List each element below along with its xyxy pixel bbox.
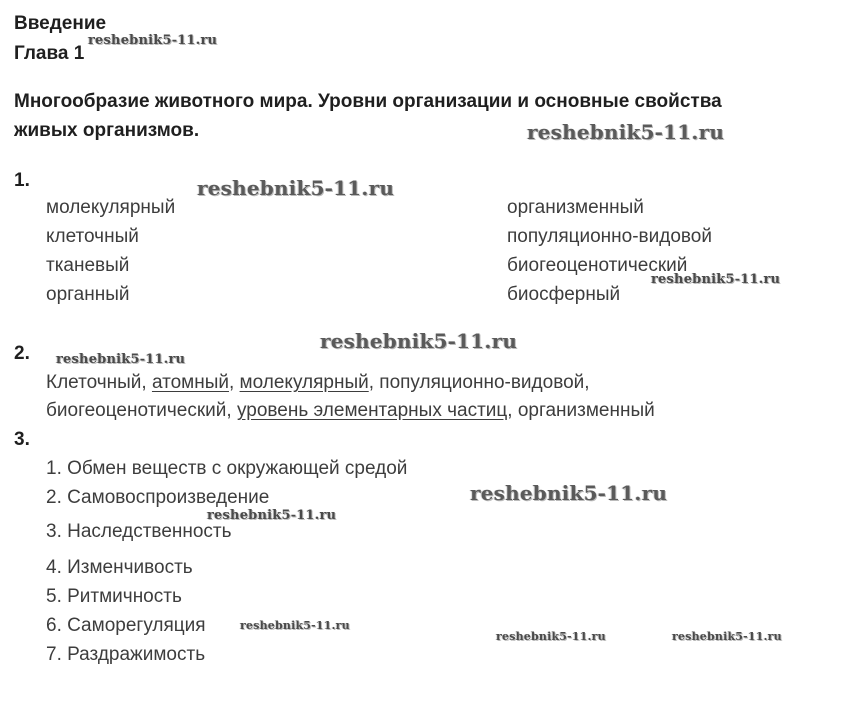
level-list-item: тканевый: [46, 255, 130, 276]
section-heading: Введение: [14, 13, 107, 34]
watermark: reshebnik5-11.ru: [56, 352, 186, 367]
answer-text: , организменный: [507, 400, 655, 421]
answer-text: ,: [228, 372, 240, 393]
watermark: reshebnik5-11.ru: [651, 272, 781, 287]
underlined-term: уровень элементарных частиц: [236, 400, 508, 421]
watermark: reshebnik5-11.ru: [527, 120, 725, 144]
property-item: 7. Раздражимость: [46, 644, 206, 665]
answer-2-line2: [46, 400, 655, 422]
answer-text: , популяционно-видовой,: [368, 372, 590, 393]
question-3-number: 3.: [14, 429, 30, 450]
level-list-item: популяционно-видовой: [507, 226, 712, 247]
topic-title-line2: живых организмов.: [14, 120, 200, 141]
property-item: 4. Изменчивость: [46, 557, 193, 578]
watermark: reshebnik5-11.ru: [197, 176, 395, 200]
underlined-term: атомный: [151, 372, 229, 393]
chapter-heading: Глава 1: [14, 43, 85, 64]
underlined-term: молекулярный: [239, 372, 369, 393]
answer-text: биогеоценотический,: [46, 400, 237, 421]
property-item: 2. Самовоспроизведение: [46, 487, 270, 508]
answer-text: Клеточный,: [46, 372, 152, 393]
watermark: reshebnik5-11.ru: [672, 630, 782, 643]
level-list-item: организменный: [507, 197, 644, 218]
level-list-item: клеточный: [46, 226, 139, 247]
watermark: reshebnik5-11.ru: [88, 33, 218, 48]
property-item: 5. Ритмичность: [46, 586, 182, 607]
property-item: 1. Обмен веществ с окружающей средой: [46, 458, 408, 479]
level-list-item: биосферный: [507, 284, 621, 305]
answer-2-line1: [46, 372, 590, 394]
watermark: reshebnik5-11.ru: [320, 329, 518, 353]
question-1-number: 1.: [14, 170, 30, 191]
watermark: reshebnik5-11.ru: [207, 508, 337, 523]
level-list-item: молекулярный: [46, 197, 176, 218]
level-list-item: биогеоценотический: [507, 255, 688, 276]
property-item: 3. Наследственность: [46, 521, 232, 542]
topic-title-line1: Многообразие животного мира. Уровни организации и основные свойства: [14, 91, 722, 112]
watermark: reshebnik5-11.ru: [240, 619, 350, 632]
watermark: reshebnik5-11.ru: [496, 630, 606, 643]
watermark: reshebnik5-11.ru: [470, 481, 668, 505]
property-item: 6. Саморегуляция: [46, 615, 206, 636]
level-list-item: органный: [46, 284, 130, 305]
question-2-number: 2.: [14, 343, 30, 364]
